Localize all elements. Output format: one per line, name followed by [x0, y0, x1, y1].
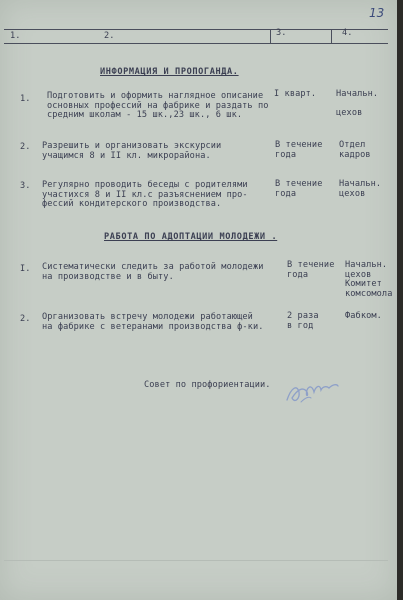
- column-header-3: 3.: [276, 28, 287, 38]
- column-header-2: 2.: [104, 31, 115, 41]
- section-title: ИНФОРМАЦИЯ И ПРОПОГАНДА.: [100, 67, 239, 77]
- column-divider: [270, 29, 271, 44]
- item-responsible: Отдел кадров: [339, 140, 371, 160]
- scan-edge: [397, 0, 403, 600]
- item-term: I кварт.: [274, 89, 317, 99]
- item-responsible: Начальн. цехов: [339, 179, 382, 199]
- item-number: I.: [20, 264, 31, 274]
- item-text: Разрешить и организовать экскурсии учащимся 8 и II кл. микрорайона.: [42, 141, 222, 161]
- item-term: 2 раза в год: [287, 311, 319, 331]
- item-number: 1.: [20, 94, 31, 104]
- column-divider: [331, 29, 332, 44]
- bottom-fold-line: [4, 560, 388, 561]
- item-term: В течение года: [275, 179, 323, 199]
- item-number: 2.: [20, 314, 31, 324]
- section-title: РАБОТА ПО АДОПТАЦИИ МОЛОДЕЖИ .: [104, 232, 278, 242]
- item-responsible: Начальн. цехов: [336, 89, 379, 119]
- item-text: Регулярно проводить беседы с родителями участихся 8 и II кл.с разъяснением про- фессий кондитерского производства.: [42, 180, 248, 210]
- signature-icon: [283, 378, 341, 406]
- item-term: В течение года: [287, 260, 335, 280]
- item-number: 3.: [20, 181, 31, 191]
- column-header-1: 1.: [10, 31, 21, 41]
- item-number: 2.: [20, 142, 31, 152]
- item-text: Подготовить и оформить наглядное описание основных профессий на фабрике и раздать по средним школам - 15 шк.,23 шк., 6 шк.: [47, 91, 269, 121]
- item-responsible: Начальн. цехов Комитет комсомола: [345, 260, 393, 299]
- item-responsible: Фабком.: [345, 311, 382, 321]
- page-number: 13: [369, 6, 385, 20]
- item-term: В течение года: [275, 140, 323, 160]
- item-text: Систематически следить за работой молодежи на производстве и в быту.: [42, 262, 264, 282]
- column-header-4: 4.: [342, 28, 353, 38]
- item-text: Организовать встречу молодежи работающей на фабрике с ветеранами производства ф-ки.: [42, 312, 264, 332]
- footer-text: Совет по профориентации.: [144, 380, 271, 390]
